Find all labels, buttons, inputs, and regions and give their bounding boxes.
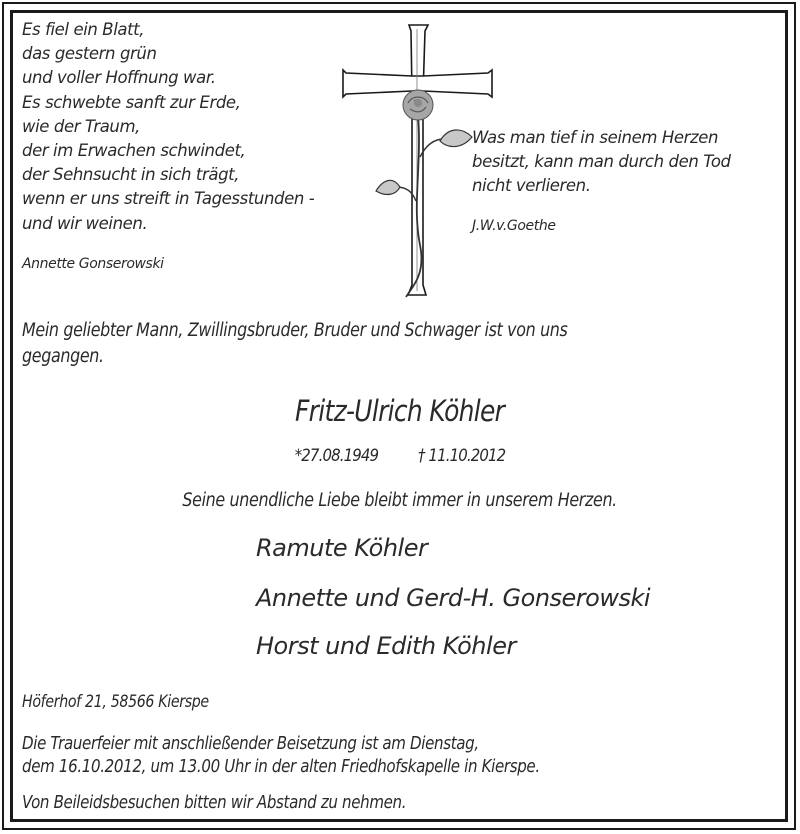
- poem-line: und wir weinen.: [22, 213, 148, 233]
- mourner-name: Horst und Edith Köhler: [256, 632, 516, 660]
- intro-line: Mein geliebter Mann, Zwillingsbruder, Bruder und Schwager ist von uns: [22, 320, 568, 341]
- quote-line: nicht verlieren.: [472, 176, 591, 195]
- deceased-name-text: Fritz-Ulrich Köhler: [295, 394, 505, 428]
- life-dates: [0, 446, 800, 466]
- funeral-line: dem 16.10.2012, um 13.00 Uhr in der alten Friedhofskapelle in Kierspe.: [22, 757, 540, 777]
- address: Höferhof 21, 58566 Kierspe: [22, 692, 209, 711]
- poem-line: wenn er uns streift in Tagesstunden -: [22, 189, 315, 209]
- funeral-info: [22, 733, 540, 779]
- poem-line: wie der Traum,: [22, 116, 140, 136]
- intro-line: gegangen.: [22, 346, 104, 367]
- poem-line: das gestern grün: [22, 44, 157, 64]
- poem-author: Annette Gonserowski: [22, 256, 164, 272]
- birth-date: *27.08.1949: [294, 446, 379, 466]
- poem-line: Es schwebte sanft zur Erde,: [22, 92, 241, 112]
- poem-line: und voller Hoffnung war.: [22, 68, 216, 88]
- funeral-line: Die Trauerfeier mit anschließender Beisetzung ist am Dienstag,: [22, 734, 479, 754]
- poem-line: der Sehnsucht in sich trägt,: [22, 165, 240, 185]
- poem: [22, 18, 314, 236]
- closing-note: Von Beileidsbesuchen bitten wir Abstand zu nehmen.: [22, 793, 407, 813]
- quote-author: J.W.v.Goethe: [472, 218, 556, 234]
- motto: [0, 490, 800, 511]
- quote-line: besitzt, kann man durch den Tod: [472, 152, 731, 171]
- poem-line: der im Erwachen schwindet,: [22, 141, 246, 161]
- poem-line: Es fiel ein Blatt,: [22, 20, 145, 39]
- death-date: † 11.10.2012: [417, 446, 506, 466]
- intro-text: [22, 318, 567, 370]
- goethe-quote: [472, 126, 731, 198]
- motto-text: Seine unendliche Liebe bleibt immer in unserem Herzen.: [182, 490, 618, 511]
- mourner-name: Ramute Köhler: [256, 534, 428, 562]
- deceased-name: [0, 394, 800, 428]
- quote-line: Was man tief in seinem Herzen: [472, 128, 719, 147]
- mourner-name: Annette und Gerd-H. Gonserowski: [256, 584, 651, 612]
